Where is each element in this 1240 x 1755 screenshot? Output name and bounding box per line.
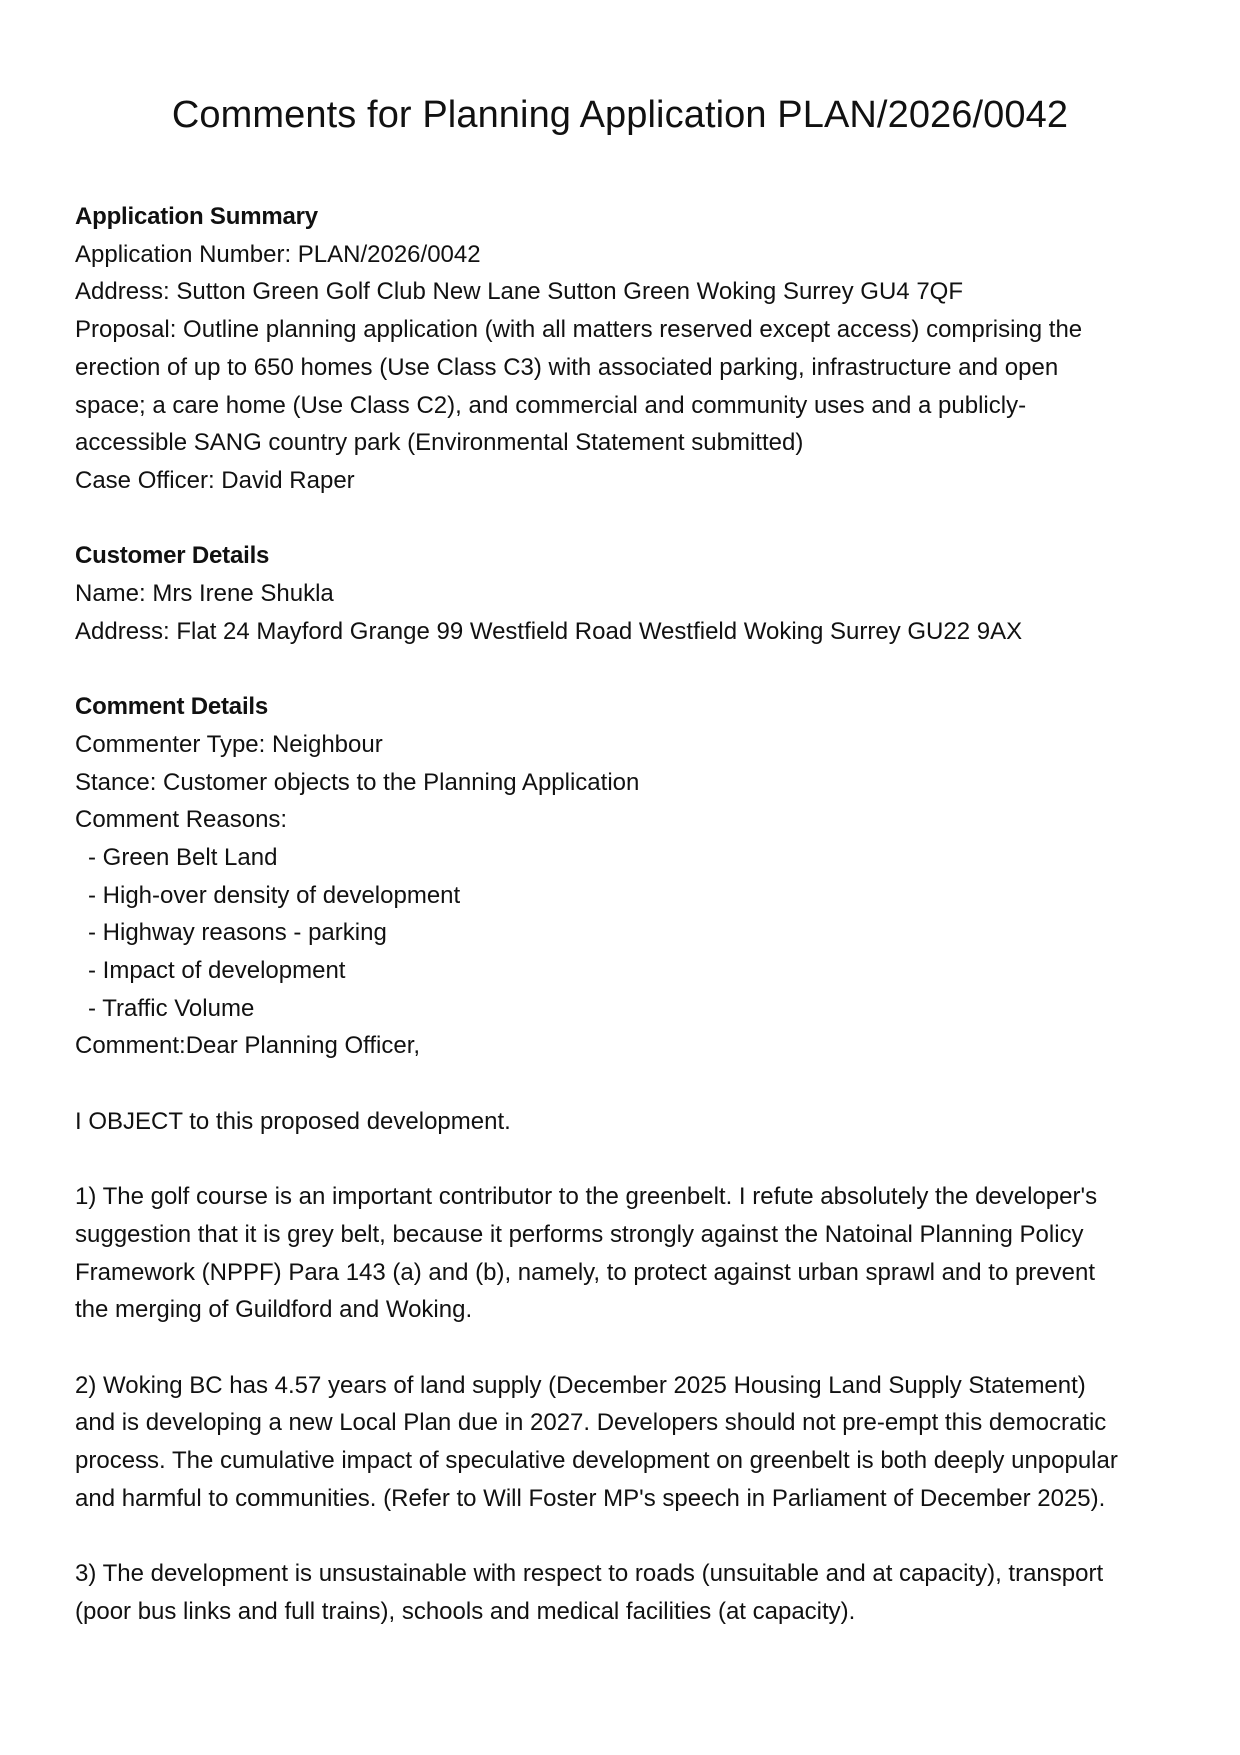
customer-name: Name: Mrs Irene Shukla [75, 580, 334, 608]
application-address: Address: Sutton Green Golf Club New Lane Sutton Green Woking Surrey GU4 7QF [75, 278, 963, 306]
comment-intro: Comment:Dear Planning Officer, [75, 1032, 421, 1060]
application-summary-heading: Application Summary [75, 203, 318, 230]
comment-point-2 [75, 1367, 1175, 1518]
point-line: the merging of Guildford and Woking. [75, 1296, 473, 1324]
paragraph-spacer [75, 1065, 1175, 1103]
proposal-line: Proposal: Outline planning application (with all matters reserved except access) comprising the [75, 316, 1083, 344]
application-number: Application Number: PLAN/2026/0042 [75, 240, 481, 268]
comment-reasons-label: Comment Reasons: [75, 806, 288, 834]
paragraph-spacer [75, 1518, 1175, 1556]
point-line: 3) The development is unsustainable with respect to roads (unsuitable and at capacity), transport [75, 1560, 1104, 1588]
comment-details-heading: Comment Details [75, 693, 269, 721]
paragraph-spacer [75, 1141, 1175, 1179]
point-line: 1) The golf course is an important contributor to the greenbelt. I refute absolutely the developer's [75, 1183, 1098, 1211]
comment-point-1 [75, 1178, 1175, 1329]
paragraph-spacer [75, 1329, 1175, 1367]
comment-details-section [75, 688, 1175, 1631]
case-officer: Case Officer: David Raper [75, 466, 355, 494]
proposal-line: accessible SANG country park (Environmental Statement submitted) [75, 429, 804, 457]
customer-address: Address: Flat 24 Mayford Grange 99 Westfield Road Westfield Woking Surrey GU22 9AX [75, 617, 1023, 645]
application-summary-section [75, 198, 1175, 500]
point-line: process. The cumulative impact of speculative development on greenbelt is both deeply unpopular [75, 1447, 1118, 1475]
comment-reason-item: - Green Belt Land [88, 843, 278, 871]
comment-reason-item: - Highway reasons - parking [88, 919, 387, 947]
comment-reason-item: - Traffic Volume [88, 994, 255, 1022]
point-line: 2) Woking BC has 4.57 years of land supply (December 2025 Housing Land Supply Statement) [75, 1371, 1086, 1399]
page-title: Comments for Planning Application PLAN/2026/0042 [171, 94, 1069, 136]
document-body [75, 198, 1175, 1631]
point-line: suggestion that it is grey belt, because it performs strongly against the Natoinal Planning Policy [75, 1220, 1084, 1248]
comment-reason-item: - High-over density of development [88, 881, 461, 909]
point-line: (poor bus links and full trains), schools and medical facilities (at capacity). [75, 1597, 856, 1625]
stance: Stance: Customer objects to the Planning Application [75, 768, 640, 796]
section-spacer [75, 650, 1175, 688]
point-line: and is developing a new Local Plan due in 2027. Developers should not pre-empt this democratic [75, 1409, 1107, 1437]
proposal-line: space; a care home (Use Class C2), and commercial and community uses and a publicly- [75, 391, 1027, 419]
customer-details-heading: Customer Details [75, 542, 270, 570]
comment-point-3 [75, 1555, 1175, 1630]
objection-statement: I OBJECT to this proposed development. [75, 1107, 511, 1135]
section-spacer [75, 500, 1175, 538]
point-line: and harmful to communities. (Refer to Will Foster MP's speech in Parliament of December 2025). [75, 1484, 1106, 1512]
proposal-line: erection of up to 650 homes (Use Class C3) with associated parking, infrastructure and open [75, 353, 1059, 381]
commenter-type: Commenter Type: Neighbour [75, 730, 383, 758]
point-line: Framework (NPPF) Para 143 (a) and (b), namely, to protect against urban sprawl and to prevent [75, 1258, 1096, 1286]
customer-details-section [75, 537, 1175, 650]
comment-reason-item: - Impact of development [88, 957, 346, 985]
